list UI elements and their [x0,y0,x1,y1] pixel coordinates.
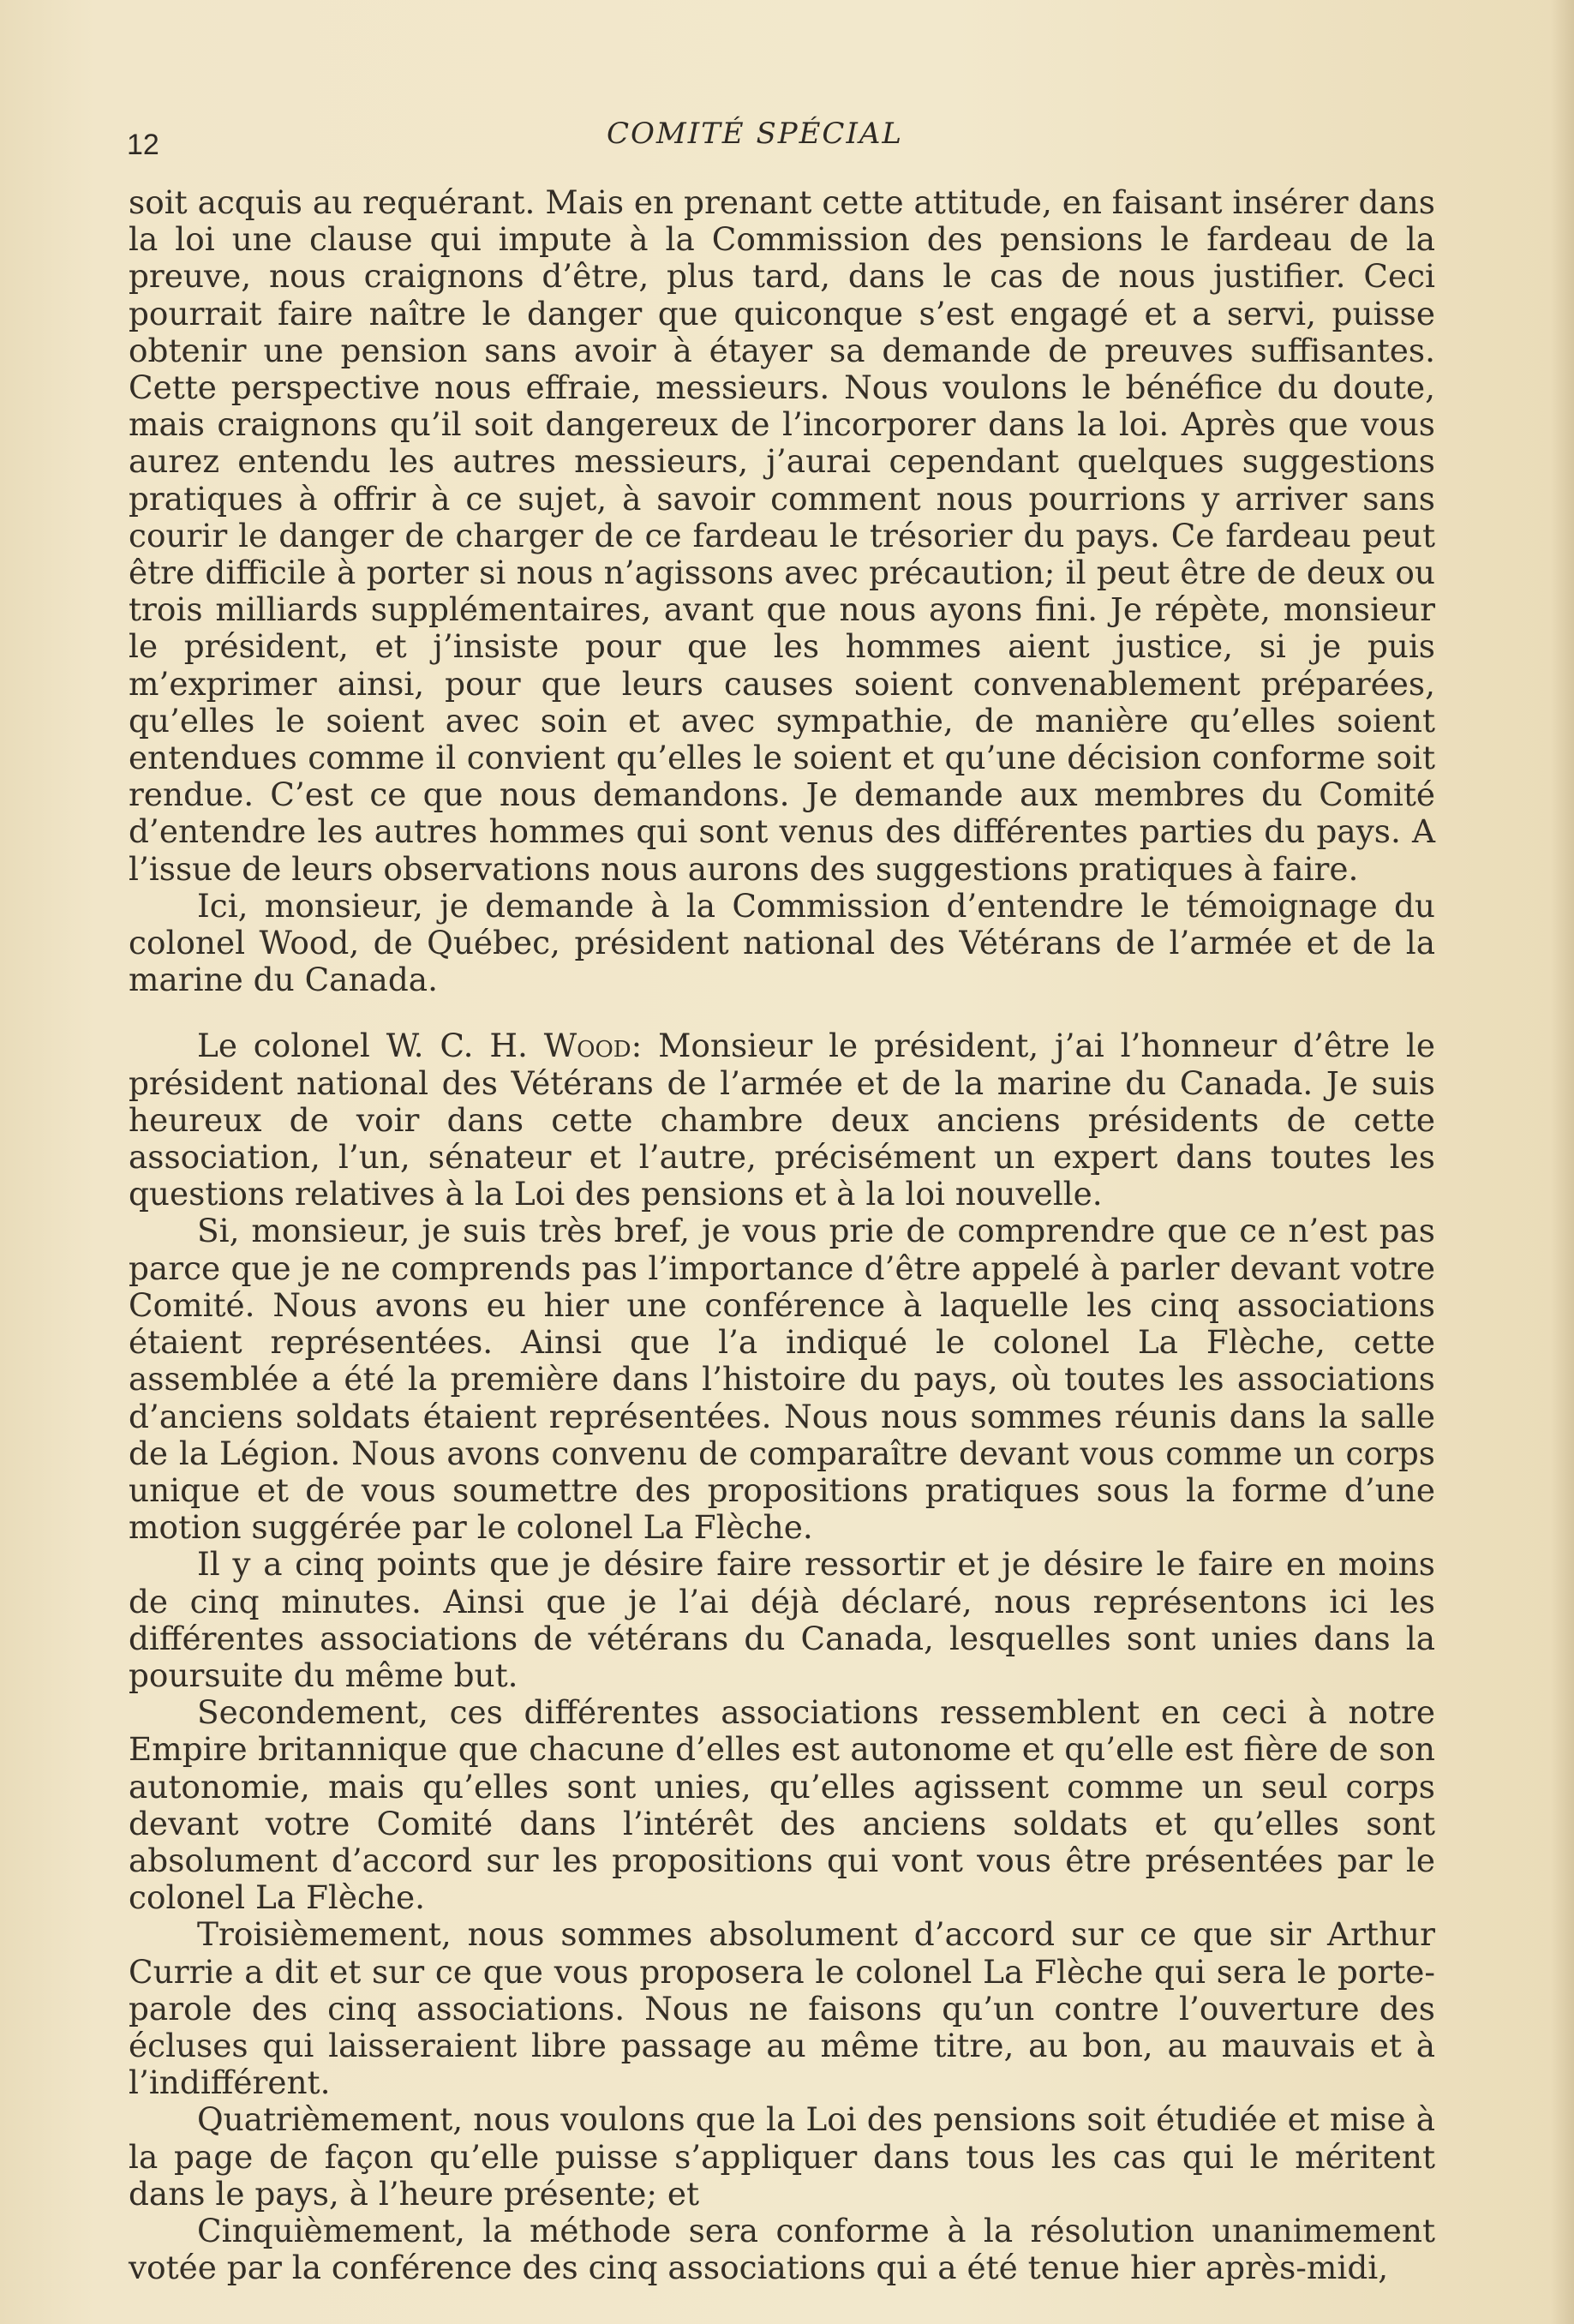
page-number: 12 [127,129,159,161]
paragraph-4: Si, monsieur, je suis très bref, je vous prie de comprendre que ce n’est pas parce que je ne comprends pas l’importance d’être appelé à parler devant votre Comité. Nous avons eu hier une conférence à laquelle les cinq associations étaient représentées. Ainsi que l’a indiqué le colonel La Flèche, cette assemblée a été la première dans l’histoire du pays, où toutes les associations d’anciens soldats étaient représentées. Nous nous sommes réunis dans la salle de la Légion. Nous avons convenu de comparaître devant vous comme un corps unique et de vous soumettre des propositions pratiques sous la forme d’une motion suggérée par le colonel La Flèche. [129,1212,1435,1547]
paragraph-8: Quatrièmement, nous voulons que la Loi des pensions soit étudiée et mise à la page de façon qu’elle puisse s’appliquer dans tous les cas qui le méritent dans le pays, à l’heure présente; et [129,2100,1435,2213]
speaker-name: Wood [543,1027,631,1065]
page-edge-shadow [1550,0,1574,2324]
speaker-colon: : [631,1027,659,1065]
paragraph-3-text: Monsieur le président, j’ai l’honneur d’être le président national des Vétérans de l’armée et de la marine du Canada. Je suis heureux de voir dans cette chambre deux anciens présidents de cette association, l’un, sénateur et l’autre, précisément un expert dans toutes les questions relatives à la Loi des pensions et à la loi nouvelle. [129,1027,1436,1213]
speaker-prefix: Le colonel W. C. H. [197,1027,544,1065]
paragraph-5: Il y a cinq points que je désire faire ressortir et je désire le faire en moins de cinq minutes. Ainsi que je l’ai déjà déclaré, nous représentons ici les différentes associations de vétérans du Canada, lesquelles sont unies dans la poursuite du même but. [129,1545,1435,1694]
paragraph-3-speaker [129,1027,1435,1213]
body-text [129,184,1435,2286]
paragraph-7: Troisièmement, nous sommes absolument d’accord sur ce que sir Arthur Currie a dit et sur ce que vous proposera le colonel La Flèche qui sera le porte-parole des cinq associations. Nous ne faisons qu’un contre l’ouverture des écluses qui laisseraient libre passage au même titre, au bon, au mauvais et à l’indifférent. [129,1915,1435,2102]
running-title: COMITÉ SPÉCIAL [607,117,904,151]
paragraph-6: Secondement, ces différentes associations ressemblent en ceci à notre Empire britannique que chacune d’elles est autonome et qu’elle est fière de son autonomie, mais qu’elles sont unies, qu’elles agissent comme un seul corps devant votre Comité dans l’intérêt des anciens soldats et qu’elles sont absolument d’accord sur les propositions qui vont vous être présentées par le colonel La Flèche. [129,1693,1435,1917]
paragraph-9: Cinquièmement, la méthode sera conforme à la résolution unanimement votée par la conférence des cinq associations qui a été tenue hier après-midi, [129,2211,1435,2287]
paragraph-1: soit acquis au requérant. Mais en prenant cette attitude, en faisant insérer dans la loi une clause qui impute à la Commission des pensions le fardeau de la preuve, nous craignons d’être, plus tard, dans le cas de nous justifier. Ceci pourrait faire naître le danger que quiconque s’est engagé et a servi, puisse obtenir une pension sans avoir à étayer sa demande de preuves suffisantes. Cette perspective nous effraie, messieurs. Nous voulons le bénéfice du doute, mais craignons qu’il soit dangereux de l’incorporer dans la loi. Après que vous aurez entendu les autres messieurs, j’aurai cependant quelques suggestions pratiques à offrir à ce sujet, à savoir comment nous pourrions y arriver sans courir le danger de charger de ce fardeau le trésorier du pays. Ce fardeau peut être difficile à porter si nous n’agissons avec précaution; il peut être de deux ou trois milliards supplémentaires, avant que nous ayons fini. Je répète, monsieur le président, et j’insiste pour que les hommes aient justice, si je puis m’exprimer ainsi, pour que leurs causes soient convenablement préparées, qu’elles le soient avec soin et avec sympathie, de manière qu’elles soient entendues comme il convient qu’elles le soient et qu’une décision conforme soit rendue. C’est ce que nous demandons. Je demande aux membres du Comité d’entendre les autres hommes qui sont venus des différentes parties du pays. A l’issue de leurs observations nous aurons des suggestions pratiques à faire. [129,183,1435,888]
paragraph-2: Ici, monsieur, je demande à la Commission d’entendre le témoignage du colonel Wood, de Québec, président national des Vétérans de l’armée et de la marine du Canada. [129,886,1435,999]
page-header [127,110,1429,161]
